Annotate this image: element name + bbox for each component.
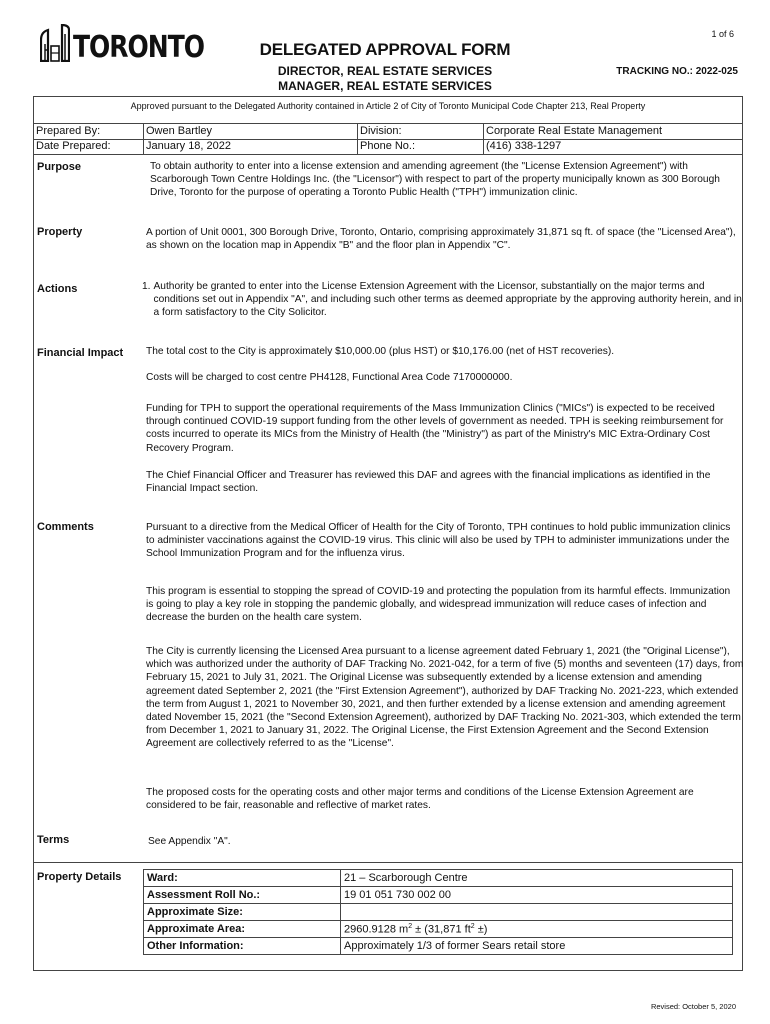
table-row <box>144 904 733 921</box>
financial-text-1: The total cost to the City is approximately $10,000.00 (plus HST) or $10,176.00 (net of HST recoveries). <box>146 346 615 357</box>
approximate-area-value <box>341 921 733 938</box>
actions-label: Actions <box>37 283 78 295</box>
form-title: DELEGATED APPROVAL FORM <box>259 40 511 59</box>
divider <box>143 124 144 154</box>
logo-wordmark: TORONTO <box>73 29 205 65</box>
actions-list <box>142 280 742 320</box>
phone-value: (416) 338-1297 <box>486 140 562 152</box>
prepared-by-value: Owen Bartley <box>146 125 213 137</box>
date-prepared-label: Date Prepared: <box>36 140 111 152</box>
area-end: ±) <box>474 923 488 936</box>
divider <box>33 862 743 863</box>
action-number: 1. <box>142 281 151 292</box>
terms-text: See Appendix "A". <box>148 836 231 847</box>
financial-text-3: Funding for TPH to support the operational requirements of the Mass Immunization Clinics ("MICs") is expected to be received through continued COVID-19 support funding from the other levels of government as needed. TPH is seeking reimbursement for costs incurred to operate its MICs from the Ministry of Health (the "Ministry") as part of the Ministry's MIC Extra-Ordinary Cost Recovery Program. <box>146 403 724 454</box>
revised-date: Revised: October 5, 2020 <box>650 1002 736 1011</box>
property-label: Property <box>37 226 83 238</box>
form-header <box>250 40 520 94</box>
divider <box>357 124 358 154</box>
table-row <box>144 938 733 955</box>
approved-statement: Approved pursuant to the Delegated Authority contained in Article 2 of City of Toronto Municipal Code Chapter 213, Real Property <box>130 101 646 111</box>
property-text: A portion of Unit 0001, 300 Borough Drive, Toronto, Ontario, comprising approximately 31,871 sq ft. of space (the "Licensed Area"), as shown on the location map in Appendix "B" and the floor plan in Appendix "C". <box>146 227 736 252</box>
comments-text-1: Pursuant to a directive from the Medical Officer of Health for the City of Toronto, TPH continues to hold public immunization clinics to administer vaccinations against the COVID-19 virus. This clinic will also be used by TPH to administer immunizations under the School Immunization Program and for the influenza virus. <box>146 522 731 560</box>
form-subtitle-1: DIRECTOR, REAL ESTATE SERVICES <box>277 64 493 78</box>
comments-text-3: The City is currently licensing the Licensed Area pursuant to a license agreement dated February 1, 2021 (the "Original License"), which was authorized under the authority of DAF Tracking No. 2021-042, for a term of five (5) months and seventeen (17) days, from February 15, 2021 to July 31, 2021. The Original License was subsequently extended by a license extension and amending agreement dated September 2, 2021 (the "First Extension Agreement"), authorized by DAF Tracking No. 2021-223, which extended the term from August 1, 2021 to November 30, 2021, and then further extended by a license extension and amending agreement dated November 15, 2021 (the "Second Extension Agreement), authorized by DAF Tracking No. 2021-303, which extended the term from December 1, 2021 to January 31, 2022. The Original License, the First Extension Agreement and the Second Extension Agreement are collectively referred to as the "License". <box>146 646 744 750</box>
tracking-number: TRACKING NO.: 2022-025 <box>616 66 738 77</box>
form-subtitle-2: MANAGER, REAL ESTATE SERVICES <box>278 79 492 93</box>
financial-impact-label: Financial Impact <box>37 347 124 359</box>
comments-label: Comments <box>37 521 94 533</box>
division-label: Division: <box>360 125 402 137</box>
approximate-size-value <box>341 904 733 921</box>
purpose-text: To obtain authority to enter into a license extension and amending agreement (the "License Extension Agreement") with Scarborough Town Centre Holdings Inc. (the "Licensor") with respect to part of the property municipally known as 300 Borough Drive, Toronto for the purpose of operating a Toronto Public Health ("TPH") immunization clinic. <box>150 161 720 199</box>
assessment-roll-key: Assessment Roll No.: <box>144 887 341 904</box>
date-prepared-value: January 18, 2022 <box>146 140 232 152</box>
approximate-size-key: Approximate Size: <box>144 904 341 921</box>
financial-text-2: Costs will be charged to cost centre PH4128, Functional Area Code 7170000000. <box>146 372 513 383</box>
property-details-label: Property Details <box>37 871 122 883</box>
ward-value: 21 – Scarborough Centre <box>341 870 733 887</box>
ward-key: Ward: <box>144 870 341 887</box>
other-information-key: Other Information: <box>144 938 341 955</box>
area-imperial: ± (31,871 ft <box>412 923 471 936</box>
purpose-label: Purpose <box>37 161 82 173</box>
table-row <box>144 870 733 887</box>
toronto-logo <box>40 24 205 65</box>
other-information-value: Approximately 1/3 of former Sears retail store <box>341 938 733 955</box>
page-number: 1 of 6 <box>711 29 734 39</box>
action-text: Authority be granted to enter into the License Extension Agreement with the Licensor, substantially on the major terms and conditions set out in Appendix "A", and including such other terms as deemed appropriate by the approving authority herein, and in a form satisfactory to the City Solicitor. <box>153 281 742 319</box>
financial-text-4: The Chief Financial Officer and Treasurer has reviewed this DAF and agrees with the financial implications as identified in the Financial Impact section. <box>146 470 711 495</box>
comments-text-4: The proposed costs for the operating costs and other major terms and conditions of the License Extension Agreement are considered to be fair, reasonable and reflective of market rates. <box>146 787 694 812</box>
property-details-table <box>143 869 733 955</box>
division-value: Corporate Real Estate Management <box>486 125 663 137</box>
terms-label: Terms <box>37 834 70 846</box>
phone-label: Phone No.: <box>360 140 416 152</box>
area-sup: 2 <box>408 922 413 930</box>
table-row <box>144 921 733 938</box>
table-row <box>144 887 733 904</box>
divider <box>33 154 743 155</box>
area-metric: 2960.9128 m <box>344 923 409 936</box>
divider <box>33 139 743 140</box>
comments-text-2: This program is essential to stopping the spread of COVID-19 and protecting the population from its harmful effects. Immunization is going to play a key role in stopping the pandemic globally, and widespread immunization will reduce cases of infection and decrease the burden on the health care system. <box>146 586 731 624</box>
prepared-by-label: Prepared By: <box>36 125 101 137</box>
assessment-roll-value: 19 01 051 730 002 00 <box>341 887 733 904</box>
divider <box>483 124 484 154</box>
area-sup: 2 <box>470 922 475 930</box>
approximate-area-key: Approximate Area: <box>144 921 341 938</box>
city-hall-icon <box>40 24 70 62</box>
